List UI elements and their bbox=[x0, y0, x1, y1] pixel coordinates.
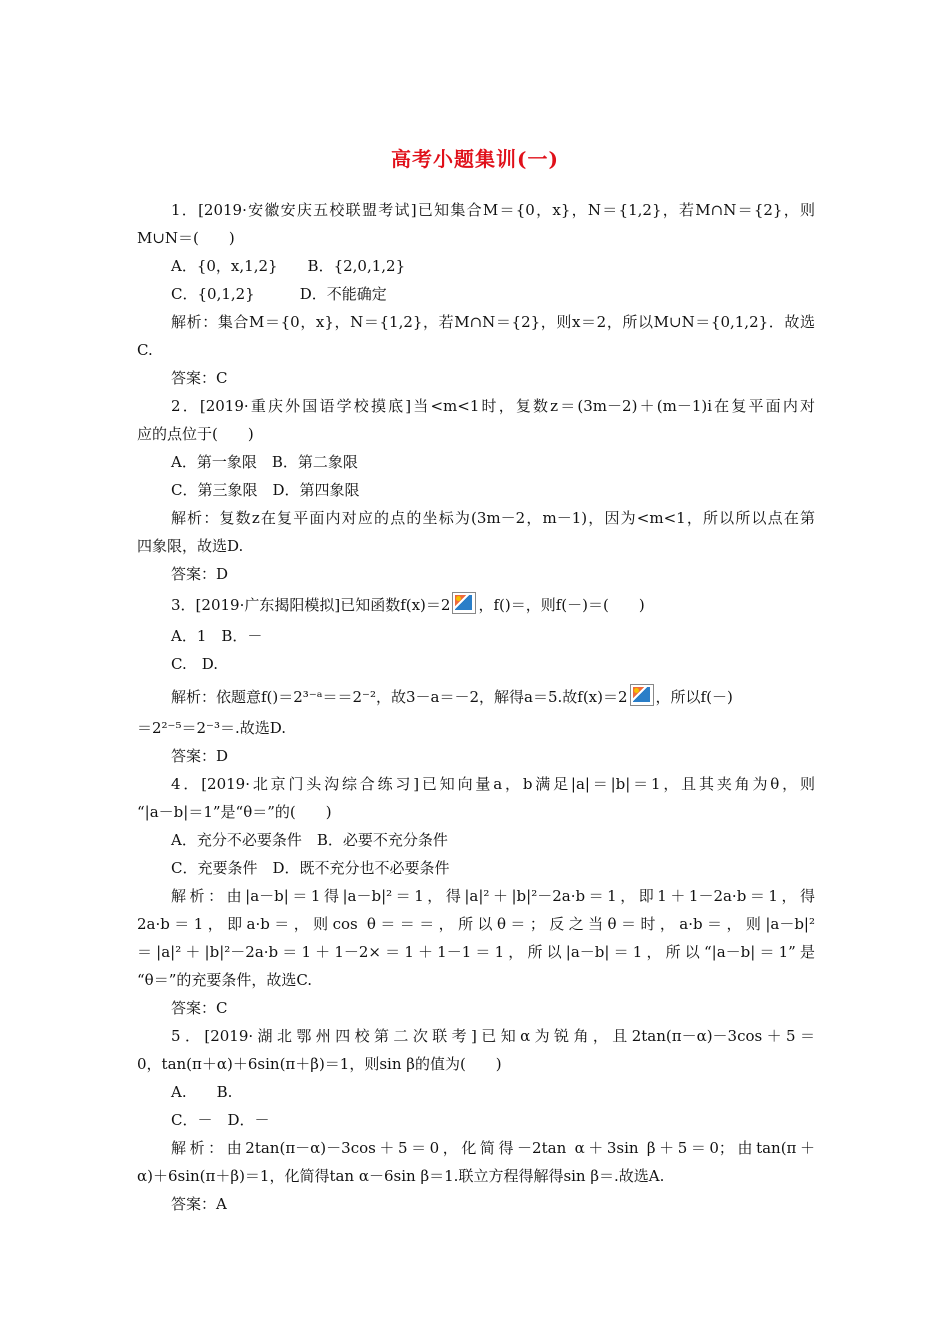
question-5-solution-line-2: α)＋6sin(π＋β)＝1，化简得tan α－6sin β＝1.联立方程得解得sin β＝.故选A. bbox=[137, 1167, 665, 1185]
question-2-options-ab: A．第一象限 B．第二象限 bbox=[171, 453, 358, 471]
document-body bbox=[137, 196, 815, 1218]
question-5-answer: 答案：A bbox=[171, 1195, 227, 1213]
question-4-solution-line-2: 2a·b＝1，即a·b＝，则cos θ＝＝＝，所以θ＝；反之当θ＝时，a·b＝，则|a－b|² bbox=[137, 915, 815, 933]
question-1-options-cd: C．{0,1,2} D．不能确定 bbox=[171, 285, 387, 303]
question-1-answer: 答案：C bbox=[171, 369, 228, 387]
question-3-solution-line-1 bbox=[137, 678, 815, 714]
question-3-stem-text-2: ，f()＝，则f(－)＝( ) bbox=[478, 596, 645, 614]
question-4-line-1: 4．[2019·北京门头沟综合练习]已知向量a，b满足|a|＝|b|＝1，且其夹角为θ，则 bbox=[171, 775, 815, 793]
question-5-line-2: 0，tan(π＋α)＋6sin(π＋β)＝1，则sin β的值为( ) bbox=[137, 1055, 502, 1073]
question-5-options-ab: A. B. bbox=[171, 1083, 233, 1101]
question-3-options-ab: A．1 B．－ bbox=[171, 627, 263, 645]
question-1-solution-line-1: 解析：集合M＝{0，x}，N＝{1,2}，若M∩N＝{2}，则x＝2，所以M∪N＝{0,1,2}．故选 bbox=[171, 313, 815, 331]
question-4-solution-line-1: 解析：由|a－b|＝1得|a－b|²＝1，得|a|²＋|b|²－2a·b＝1，即1＋1－2a·b＝1，得 bbox=[171, 887, 815, 905]
question-2-solution-line-1: 解析：复数z在复平面内对应的点的坐标为(3m－2，m－1)，因为<m<1，所以所以点在第 bbox=[171, 509, 815, 527]
question-3-solution-line-2: ＝2²⁻⁵＝2⁻³＝.故选D. bbox=[137, 719, 286, 737]
question-1-solution-line-2: C. bbox=[137, 341, 153, 359]
page-title: 高考小题集训(一) bbox=[391, 147, 559, 171]
broken-image-icon bbox=[452, 592, 476, 614]
question-4-line-2: “|a－b|＝1”是“θ＝”的( ) bbox=[137, 803, 332, 821]
question-2-options-cd: C．第三象限 D．第四象限 bbox=[171, 481, 360, 499]
question-5-solution-line-1: 解析：由2tan(π－α)－3cos＋5＝0，化简得－2tan α＋3sin β＋5＝0；由tan(π＋ bbox=[171, 1139, 815, 1157]
question-1-line-2: M∪N＝( ) bbox=[137, 229, 235, 247]
question-3-solution-text: 解析：依题意f()＝2³⁻ᵃ＝＝2⁻²，故3－a＝－2，解得a＝5.故f(x)＝2 bbox=[171, 688, 628, 706]
question-2-line-2: 应的点位于( ) bbox=[137, 425, 254, 443]
question-4-options-cd: C．充要条件 D．既不充分也不必要条件 bbox=[171, 859, 450, 877]
question-4-solution-line-3: ＝|a|²＋|b|²－2a·b＝1＋1－2×＝1＋1－1＝1，所以|a－b|＝1，所以“|a－b|＝1”是 bbox=[137, 943, 815, 961]
question-5-options-cd: C．－ D．－ bbox=[171, 1111, 270, 1129]
question-3-line-1 bbox=[137, 588, 815, 622]
question-3-answer: 答案：D bbox=[171, 747, 229, 765]
question-4-options-ab: A．充分不必要条件 B．必要不充分条件 bbox=[171, 831, 448, 849]
question-4-answer: 答案：C bbox=[171, 999, 228, 1017]
question-2-answer: 答案：D bbox=[171, 565, 229, 583]
question-1-options-ab: A．{0，x,1,2} B．{2,0,1,2} bbox=[171, 257, 406, 275]
question-2-solution-line-2: 四象限，故选D. bbox=[137, 537, 244, 555]
question-5-line-1: 5．[2019·湖北鄂州四校第二次联考]已知α为锐角，且2tan(π－α)－3cos＋5＝ bbox=[171, 1027, 815, 1045]
question-4-solution-line-4: “θ＝”的充要条件，故选C. bbox=[137, 971, 313, 989]
question-1-line-1: 1．[2019·安徽安庆五校联盟考试]已知集合M＝{0，x}，N＝{1,2}，若M∩N＝{2}，则 bbox=[171, 201, 815, 219]
question-3-stem-text: 3．[2019·广东揭阳模拟]已知函数f(x)＝2 bbox=[171, 596, 451, 614]
question-2-line-1: 2．[2019·重庆外国语学校摸底]当<m<1时，复数z＝(3m－2)＋(m－1)i在复平面内对 bbox=[171, 397, 815, 415]
question-3-options-cd: C. D. bbox=[171, 655, 218, 673]
broken-image-icon bbox=[630, 684, 654, 706]
question-3-solution-text-2: ，所以f(－) bbox=[655, 688, 733, 706]
